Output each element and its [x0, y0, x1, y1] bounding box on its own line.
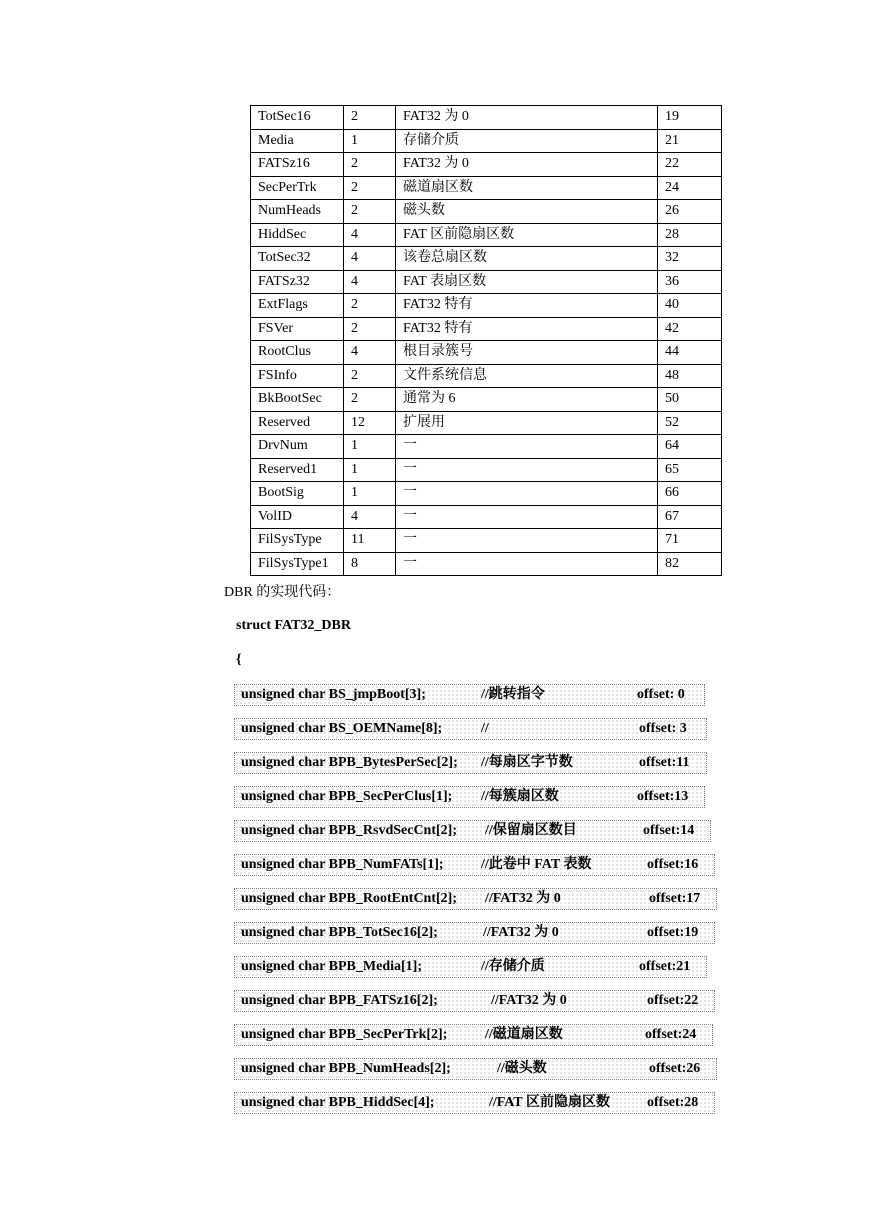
field-offset-cell: 36: [658, 270, 722, 294]
field-desc-cell: 一: [396, 529, 658, 553]
member-offset: offset:24: [645, 1027, 697, 1042]
field-offset-cell: 21: [658, 129, 722, 153]
field-offset-cell: 71: [658, 529, 722, 553]
field-desc-cell: FAT32 为 0: [396, 106, 658, 130]
member-comment: //: [481, 721, 489, 736]
field-name-cell: TotSec32: [251, 247, 344, 271]
field-size-cell: 2: [344, 153, 396, 177]
struct-member-line: [234, 1058, 717, 1080]
table-row: [251, 153, 722, 177]
member-comment: //FAT32 为 0: [483, 925, 559, 940]
member-declaration: unsigned char BPB_TotSec16[2];: [241, 925, 438, 940]
member-declaration: unsigned char BPB_Media[1];: [241, 959, 422, 974]
member-offset: offset:14: [643, 823, 695, 838]
member-offset: offset:11: [639, 755, 690, 770]
field-offset-cell: 32: [658, 247, 722, 271]
member-comment: //FAT 区前隐扇区数: [489, 1095, 610, 1110]
fat32-field-table: [250, 105, 722, 576]
field-desc-cell: 根目录簇号: [396, 341, 658, 365]
field-name-cell: RootClus: [251, 341, 344, 365]
member-offset: offset: 0: [637, 687, 685, 702]
member-declaration: unsigned char BPB_BytesPerSec[2];: [241, 755, 458, 770]
table-row: [251, 129, 722, 153]
field-offset-cell: 66: [658, 482, 722, 506]
member-comment: //存储介质: [481, 959, 545, 974]
struct-member-line: [234, 786, 705, 808]
member-offset: offset:13: [637, 789, 689, 804]
field-size-cell: 11: [344, 529, 396, 553]
field-name-cell: FilSysType: [251, 529, 344, 553]
member-offset: offset:16: [647, 857, 699, 872]
struct-member-line: [234, 888, 717, 910]
struct-member-line: [234, 1024, 713, 1046]
table-row: [251, 364, 722, 388]
field-desc-cell: 一: [396, 552, 658, 576]
member-offset: offset:26: [649, 1061, 701, 1076]
table-row: [251, 435, 722, 459]
member-declaration: unsigned char BPB_SecPerTrk[2];: [241, 1027, 448, 1042]
table-row: [251, 482, 722, 506]
struct-member-line: [234, 718, 707, 740]
member-comment: //每扇区字节数: [481, 755, 573, 770]
field-offset-cell: 28: [658, 223, 722, 247]
field-size-cell: 4: [344, 505, 396, 529]
member-offset: offset:22: [647, 993, 699, 1008]
field-name-cell: Media: [251, 129, 344, 153]
table-body: [251, 106, 722, 576]
field-name-cell: NumHeads: [251, 200, 344, 224]
field-desc-cell: 通常为 6: [396, 388, 658, 412]
table-row: [251, 223, 722, 247]
field-desc-cell: 一: [396, 435, 658, 459]
field-name-cell: ExtFlags: [251, 294, 344, 318]
field-size-cell: 2: [344, 176, 396, 200]
field-offset-cell: 24: [658, 176, 722, 200]
member-comment: //跳转指令: [481, 687, 545, 702]
field-name-cell: HiddSec: [251, 223, 344, 247]
field-name-cell: DrvNum: [251, 435, 344, 459]
member-declaration: unsigned char BPB_FATSz16[2];: [241, 993, 438, 1008]
table-row: [251, 200, 722, 224]
field-name-cell: BkBootSec: [251, 388, 344, 412]
field-offset-cell: 82: [658, 552, 722, 576]
field-desc-cell: FAT 表扇区数: [396, 270, 658, 294]
member-offset: offset:17: [649, 891, 701, 906]
field-offset-cell: 50: [658, 388, 722, 412]
field-desc-cell: 文件系统信息: [396, 364, 658, 388]
table-row: [251, 106, 722, 130]
field-size-cell: 4: [344, 270, 396, 294]
field-name-cell: FATSz16: [251, 153, 344, 177]
field-size-cell: 2: [344, 200, 396, 224]
field-desc-cell: 存储介质: [396, 129, 658, 153]
struct-member-line: [234, 684, 705, 706]
member-comment: //FAT32 为 0: [491, 993, 567, 1008]
field-name-cell: Reserved1: [251, 458, 344, 482]
field-offset-cell: 67: [658, 505, 722, 529]
field-offset-cell: 64: [658, 435, 722, 459]
member-comment: //此卷中 FAT 表数: [481, 857, 592, 872]
field-size-cell: 2: [344, 388, 396, 412]
member-offset: offset:28: [647, 1095, 699, 1110]
field-name-cell: VolID: [251, 505, 344, 529]
field-desc-cell: 磁道扇区数: [396, 176, 658, 200]
section-caption: DBR 的实现代码：: [224, 585, 341, 600]
table-row: [251, 388, 722, 412]
table-row: [251, 176, 722, 200]
member-comment: //磁道扇区数: [485, 1027, 563, 1042]
field-offset-cell: 44: [658, 341, 722, 365]
member-offset: offset:21: [639, 959, 691, 974]
table-row: [251, 529, 722, 553]
field-desc-cell: FAT32 特有: [396, 294, 658, 318]
struct-member-line: [234, 854, 715, 876]
field-desc-cell: 扩展用: [396, 411, 658, 435]
field-size-cell: 2: [344, 317, 396, 341]
table-row: [251, 552, 722, 576]
field-size-cell: 12: [344, 411, 396, 435]
field-size-cell: 1: [344, 435, 396, 459]
field-name-cell: Reserved: [251, 411, 344, 435]
struct-member-line: [234, 1092, 715, 1114]
member-comment: //FAT32 为 0: [485, 891, 561, 906]
field-desc-cell: 一: [396, 482, 658, 506]
field-size-cell: 4: [344, 341, 396, 365]
field-desc-cell: FAT 区前隐扇区数: [396, 223, 658, 247]
field-name-cell: BootSig: [251, 482, 344, 506]
member-declaration: unsigned char BPB_RsvdSecCnt[2];: [241, 823, 457, 838]
field-size-cell: 2: [344, 106, 396, 130]
field-offset-cell: 48: [658, 364, 722, 388]
field-offset-cell: 19: [658, 106, 722, 130]
field-size-cell: 4: [344, 223, 396, 247]
field-name-cell: TotSec16: [251, 106, 344, 130]
member-offset: offset: 3: [639, 721, 687, 736]
field-offset-cell: 52: [658, 411, 722, 435]
struct-member-line: [234, 820, 711, 842]
table-row: [251, 341, 722, 365]
table-row: [251, 270, 722, 294]
member-declaration: unsigned char BS_jmpBoot[3];: [241, 687, 426, 702]
field-desc-cell: FAT32 特有: [396, 317, 658, 341]
member-declaration: unsigned char BPB_HiddSec[4];: [241, 1095, 435, 1110]
member-comment: //保留扇区数目: [485, 823, 577, 838]
field-size-cell: 1: [344, 458, 396, 482]
field-desc-cell: 磁头数: [396, 200, 658, 224]
field-size-cell: 1: [344, 129, 396, 153]
struct-open-brace: {: [236, 652, 242, 667]
field-size-cell: 2: [344, 294, 396, 318]
member-declaration: unsigned char BS_OEMName[8];: [241, 721, 443, 736]
field-name-cell: FSVer: [251, 317, 344, 341]
member-declaration: unsigned char BPB_NumHeads[2];: [241, 1061, 451, 1076]
field-size-cell: 8: [344, 552, 396, 576]
field-size-cell: 2: [344, 364, 396, 388]
field-desc-cell: 该卷总扇区数: [396, 247, 658, 271]
struct-member-line: [234, 752, 707, 774]
field-name-cell: FilSysType1: [251, 552, 344, 576]
table-row: [251, 247, 722, 271]
table-row: [251, 458, 722, 482]
field-desc-cell: FAT32 为 0: [396, 153, 658, 177]
field-size-cell: 4: [344, 247, 396, 271]
field-name-cell: FATSz32: [251, 270, 344, 294]
member-comment: //磁头数: [497, 1061, 547, 1076]
table-row: [251, 317, 722, 341]
struct-header: struct FAT32_DBR: [236, 618, 351, 633]
member-declaration: unsigned char BPB_RootEntCnt[2];: [241, 891, 457, 906]
field-offset-cell: 65: [658, 458, 722, 482]
field-offset-cell: 40: [658, 294, 722, 318]
field-size-cell: 1: [344, 482, 396, 506]
field-offset-cell: 22: [658, 153, 722, 177]
struct-member-line: [234, 990, 715, 1012]
table-row: [251, 411, 722, 435]
struct-member-line: [234, 922, 715, 944]
table-row: [251, 505, 722, 529]
field-offset-cell: 26: [658, 200, 722, 224]
member-offset: offset:19: [647, 925, 699, 940]
field-name-cell: FSInfo: [251, 364, 344, 388]
member-declaration: unsigned char BPB_NumFATs[1];: [241, 857, 444, 872]
member-comment: //每簇扇区数: [481, 789, 559, 804]
table-row: [251, 294, 722, 318]
struct-member-line: [234, 956, 707, 978]
field-name-cell: SecPerTrk: [251, 176, 344, 200]
member-declaration: unsigned char BPB_SecPerClus[1];: [241, 789, 453, 804]
field-desc-cell: 一: [396, 458, 658, 482]
field-offset-cell: 42: [658, 317, 722, 341]
field-desc-cell: 一: [396, 505, 658, 529]
